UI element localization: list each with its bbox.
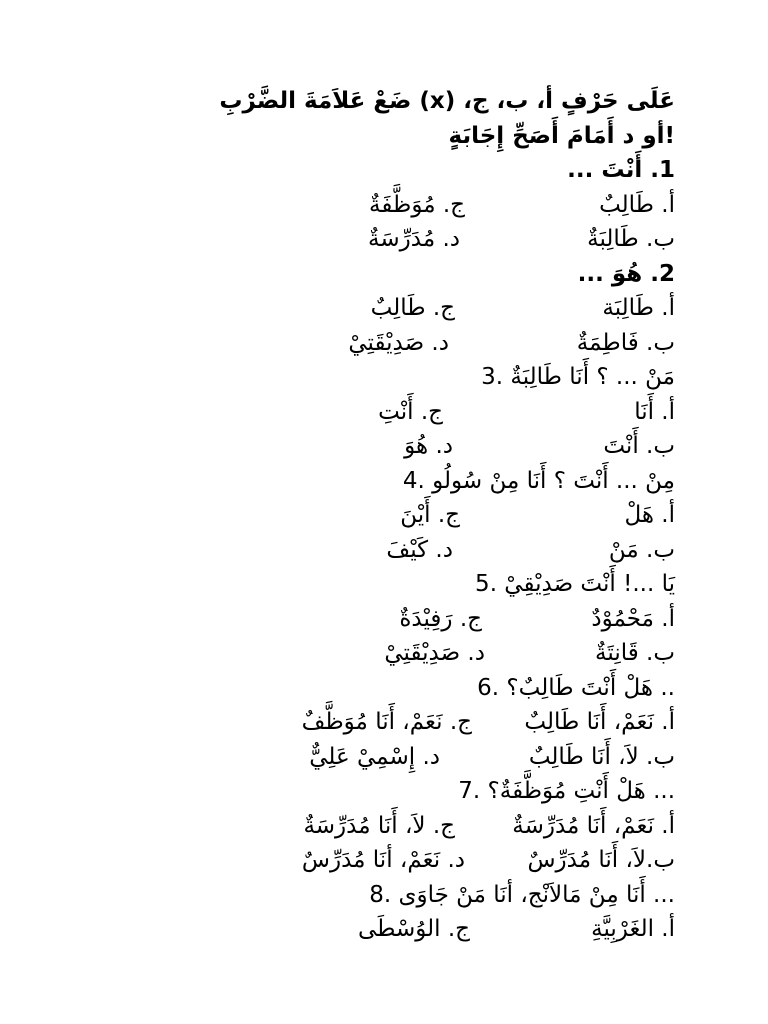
question-6-option-c[interactable]: ج. نَعَمْ، أَنَا مُوَظَّفٌ xyxy=(301,709,472,735)
question-2-stem: 2. هُوَ ... xyxy=(577,260,675,287)
question-4-option-d[interactable]: د. كَيْفَ xyxy=(386,536,453,563)
question-2-options-row-2 xyxy=(100,326,675,361)
instruction-line-2: !أو د أَمَامَ أَصَحِّ إِجَابَةٍ xyxy=(448,122,675,149)
question-7-option-d[interactable]: د. نَعَمْ، أنَا مُدَرِّسٌ xyxy=(301,847,465,873)
question-5-option-d[interactable]: د. صَدِيْقَتِيْ xyxy=(384,640,485,666)
question-4-options-row-1 xyxy=(100,498,675,533)
question-2-option-c[interactable]: ج. طَالِبٌ xyxy=(370,295,455,321)
question-1-options-row-2 xyxy=(100,222,675,257)
question-1-option-a[interactable]: أ. طَالِبٌ xyxy=(599,191,675,218)
question-7-option-b[interactable]: ب.لاَ، أَنَا مُدَرِّسٌ xyxy=(527,847,675,873)
question-2-option-b[interactable]: ب. فَاطِمَةٌ xyxy=(576,329,675,356)
question-5-options-row-1 xyxy=(100,602,675,637)
question-2-option-d[interactable]: د. صَدِيْقَتِيْ xyxy=(348,329,449,356)
question-6-options-row-2 xyxy=(100,740,675,775)
question-5-stem: يَا ...! أَنْتَ صَدِيْقِيْ .5 xyxy=(475,571,675,597)
question-5-option-c[interactable]: ج. رَفِيْدَةٌ xyxy=(399,605,482,632)
question-7-options-row-1 xyxy=(100,809,675,844)
question-7-option-c[interactable]: ج. لاَ، أَنَا مُدَرِّسَةٌ xyxy=(303,812,455,839)
question-6-option-b[interactable]: ب. لاَ، أَنَا طَالِبٌ xyxy=(528,743,675,770)
question-6-stem-text: .. هَلْ أَنْتَ طَالِبٌ؟ .6 xyxy=(477,674,675,701)
question-8-option-a[interactable]: أ. الغَرْبِيَّةِ xyxy=(591,916,675,942)
question-6-option-a[interactable]: أ. نَعَمْ، أَنَا طَالِبٌ xyxy=(524,709,675,735)
question-1-option-d[interactable]: د. مُدَرِّسَةٌ xyxy=(368,226,460,252)
question-7-stem: ... هَلْ أَنْتِ مُوَظَّفَةٌ؟ .7 xyxy=(458,778,675,804)
question-3-option-a[interactable]: أ. أَنَا xyxy=(634,398,675,425)
question-2-options-row-1 xyxy=(100,291,675,326)
question-7-options-row-2 xyxy=(100,843,675,878)
question-8-stem: ... أَنَا مِنْ مَالاَنْج، أنَا مَنْ جَاوَى .8 xyxy=(369,881,675,908)
question-3-stem: مَنْ ... ؟ أَنَا طَالِبَةٌ .3 xyxy=(481,364,675,390)
worksheet xyxy=(100,84,675,947)
question-6-options-row-1 xyxy=(100,705,675,740)
question-7-option-a[interactable]: أ. نَعَمْ، أَنَا مُدَرِّسَةٌ xyxy=(512,812,675,839)
question-5-option-b[interactable]: ب. قَانِتَةٌ xyxy=(595,640,675,666)
question-6-stem xyxy=(100,671,675,706)
question-1-option-c[interactable]: ج. مُوَظَّفَةٌ xyxy=(369,191,465,218)
question-4-options-row-2 xyxy=(100,533,675,568)
question-8-option-c[interactable]: ج. الوُسْطَى xyxy=(357,916,470,942)
question-6-option-d[interactable]: د. إِسْمِيْ عَلِيٌّ xyxy=(309,743,440,770)
question-4-stem: مِنْ ... أَنْتَ ؟ أَنَا مِنْ سُولُو .4 xyxy=(402,467,675,494)
question-1-option-b[interactable]: ب. طَالِبَةٌ xyxy=(587,226,675,252)
question-3-option-d[interactable]: د. هُوَ xyxy=(404,433,453,459)
question-3-option-c[interactable]: ج. أَنْتِ xyxy=(378,398,443,425)
question-3-options-row-1 xyxy=(100,395,675,430)
question-3-option-b[interactable]: ب. أَنْتَ xyxy=(603,433,675,459)
instruction-line-1: عَلَى حَرْفٍ أ، ب، ج، (x) ضَعْ عَلاَمَةَ الضَّرْبِ xyxy=(219,88,675,114)
question-4-option-a[interactable]: أ. هَلْ xyxy=(624,502,675,528)
question-5-options-row-2 xyxy=(100,636,675,671)
question-8-options-row-1 xyxy=(100,912,675,947)
question-4-option-c[interactable]: ج. أَيْنَ xyxy=(400,502,460,528)
question-4-option-b[interactable]: ب. مَنْ xyxy=(608,536,675,563)
question-2-option-a[interactable]: أ. طَالِبَة xyxy=(602,295,675,321)
question-3-options-row-2 xyxy=(100,429,675,464)
question-5-option-a[interactable]: أ. مَحْمُوْدٌ xyxy=(591,605,675,632)
question-1-stem: 1. أَنْتَ ... xyxy=(567,157,675,183)
question-1-options-row-1 xyxy=(100,188,675,223)
